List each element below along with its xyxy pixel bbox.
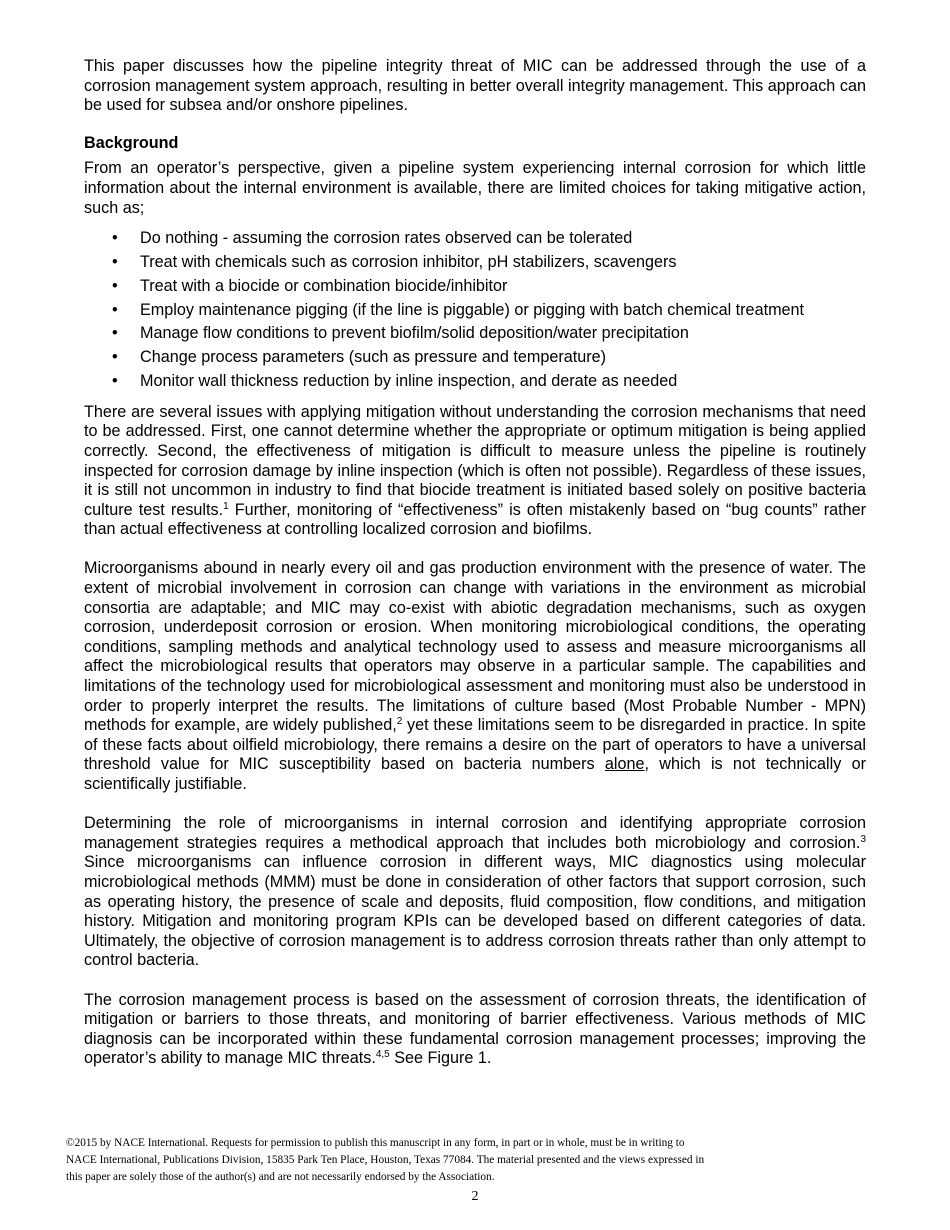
- list-item: [84, 299, 866, 323]
- copyright-footer: [66, 1135, 786, 1186]
- list-item: [84, 275, 866, 299]
- list-item-text: Treat with a biocide or combination biocide/inhibitor: [140, 276, 508, 295]
- bullet-marker: •: [112, 252, 118, 271]
- list-item-text: Do nothing - assuming the corrosion rates observed can be tolerated: [140, 229, 633, 248]
- bullet-marker: •: [112, 300, 118, 319]
- list-item: [84, 346, 866, 370]
- list-item: [84, 322, 866, 346]
- citation-ref: 2: [396, 716, 403, 728]
- footer-line: ©2015 by NACE International. Requests for permission to publish this manuscript in any form, in part or in whole, must be in writing to: [66, 1137, 685, 1149]
- process-paragraph: The corrosion management process is based on the assessment of corrosion threats, the identification of mitigation or barriers to those threats, and monitoring of barrier effectiveness. Various methods of MIC diagnosis can be incorporated within these fundamental corrosion management processes; improving the operator’s ability to manage MIC threats.$^{4,5}$ See Figure 1.: [84, 990, 866, 1068]
- bullet-marker: •: [112, 324, 118, 343]
- underlined-emphasis: alone: [604, 755, 645, 774]
- citation-ref: 4,5: [375, 1049, 390, 1061]
- footer-line: this paper are solely those of the author(s) and are not necessarily endorsed by the Association.: [66, 1171, 495, 1183]
- issues-paragraph: There are several issues with applying mitigation without understanding the corrosion mechanisms that need to be addressed. First, one cannot determine whether the appropriate or optimum mitigation is being applied correctly. Second, the effectiveness of mitigation is difficult to measure unless the pipeline is routinely inspected for corrosion damage by inline inspection (which is often not possible). Regardless of these issues, it is still not uncommon in industry to find that biocide treatment is initiated based solely on positive bacteria culture test results.$^1$ Further, monitoring of “effectiveness” is often mistakenly based on “bug counts” rather than actual effectiveness at controlling localized corrosion and biofilms.: [84, 402, 866, 539]
- bullet-marker: •: [112, 371, 118, 390]
- citation-ref: 1: [223, 500, 229, 512]
- role-paragraph: Determining the role of microorganisms in internal corrosion and identifying appropriate corrosion management strategies requires a methodical approach that includes both microbiology and corrosion.$^3$ Since microorganisms can influence corrosion in different ways, MIC diagnostics using molecular microbiological methods (MMM) must be done in consideration of other factors that support corrosion, such as operating history, the presence of scale and deposits, fluid composition, flow conditions, and mitigation history. Mitigation and monitoring program KPIs can be developed based on different categories of data. Ultimately, the objective of corrosion management is to address corrosion threats rather than only attempt to control bacteria.: [84, 814, 866, 970]
- bullet-marker: •: [112, 348, 118, 367]
- list-item: [84, 370, 866, 394]
- background-lead-paragraph: From an operator’s perspective, given a pipeline system experiencing internal corrosion for which little information about the internal environment is available, there are limited choices for taking mitigative action, such as;: [84, 159, 866, 217]
- bullet-marker: •: [112, 276, 118, 295]
- section-heading-background: Background: [84, 133, 179, 152]
- footer-line: NACE International, Publications Division, 15835 Park Ten Place, Houston, Texas 77084. The material presented and the views expressed in: [66, 1154, 705, 1166]
- paper-body: [84, 57, 866, 1069]
- list-item: [84, 227, 866, 251]
- page-number: 2: [471, 1189, 479, 1204]
- list-item: [84, 251, 866, 275]
- list-item-text: Change process parameters (such as pressure and temperature): [140, 348, 607, 367]
- list-item-text: Manage flow conditions to prevent biofilm/solid deposition/water precipitation: [140, 324, 689, 343]
- citation-ref: 3: [860, 833, 866, 845]
- list-item-text: Employ maintenance pigging (if the line is piggable) or pigging with batch chemical treatment: [140, 300, 805, 319]
- bullet-marker: •: [112, 229, 118, 248]
- microorganisms-paragraph: Microorganisms abound in nearly every oil and gas production environment with the presence of water. The extent of microbial involvement in corrosion can change with variations in the environment as microbial consortia are adaptable; and MIC may co-exist with abiotic degradation mechanisms, such as oxygen corrosion, underdeposit corrosion or erosion. When monitoring microbiological conditions, the operating conditions, sampling methods and analytical technology used to assess and measure microorganisms all affect the microbiological results that operators may observe in a particular sample. The capabilities and limitations of the technology used for microbiological assessment and monitoring must also be understood in order to properly interpret the results. The limitations of culture based (Most Probable Number - MPN) methods for example, are widely published,$^2$ yet these limitations seem to be disregarded in practice. In spite of these facts about oilfield microbiology, there remains a desire on the part of operators to have a universal threshold value for MIC susceptibility based on bacteria numbers alone, which is not technically or scientifically justifiable.: [84, 559, 867, 794]
- mitigation-options-list: [84, 227, 866, 394]
- intro-paragraph: This paper discusses how the pipeline integrity threat of MIC can be addressed through the use of a corrosion management system approach, resulting in better overall integrity management. This approach can be used for subsea and/or onshore pipelines.: [84, 57, 866, 115]
- list-item-text: Treat with chemicals such as corrosion inhibitor, pH stabilizers, scavengers: [140, 252, 677, 271]
- list-item-text: Monitor wall thickness reduction by inline inspection, and derate as needed: [140, 371, 678, 390]
